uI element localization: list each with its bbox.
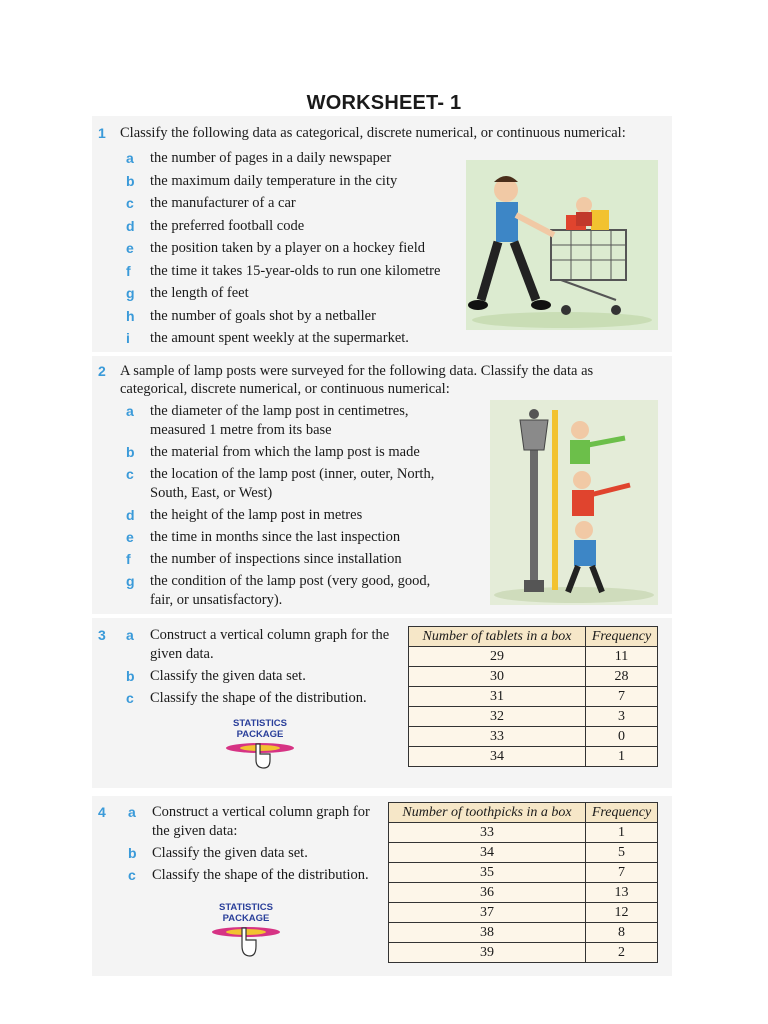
- item-text: the maximum daily temperature in the city: [150, 172, 398, 189]
- list-item: [126, 465, 466, 503]
- item-text: Classify the given data set.: [150, 668, 306, 684]
- frequency-cell: 1: [586, 747, 658, 767]
- item-letter: f: [126, 262, 131, 279]
- item-letter: b: [126, 668, 135, 684]
- pointing-hand-icon: [206, 924, 286, 958]
- list-item: [126, 506, 466, 525]
- column-header: Number of toothpicks in a box: [389, 803, 586, 823]
- item-text: the amount spent weekly at the supermarket.: [150, 330, 409, 346]
- item-letter: b: [126, 172, 135, 189]
- question-number: 1: [98, 125, 106, 141]
- table-row: [409, 667, 658, 687]
- item-text: the length of feet: [150, 285, 249, 301]
- item-text: the condition of the lamp post (very good, good,: [150, 573, 431, 589]
- frequency-cell: 0: [586, 727, 658, 747]
- item-letter: g: [126, 285, 135, 301]
- list-item: [126, 528, 466, 547]
- lamp-post-illustration: [490, 400, 658, 605]
- question-text: Classify the following data as categorical, discrete numerical, or continuous numerical:: [120, 125, 626, 141]
- toothpicks-frequency-table: [388, 802, 658, 963]
- list-item: [126, 443, 466, 462]
- value-cell: 38: [389, 923, 586, 943]
- item-text: the given data:: [152, 823, 238, 839]
- item-letter: d: [126, 217, 135, 234]
- item-letter: c: [126, 690, 134, 706]
- item-letter: i: [126, 330, 130, 346]
- list-item: [126, 262, 466, 281]
- item-letter: a: [126, 403, 134, 419]
- table-row: [409, 727, 658, 747]
- value-cell: 29: [409, 647, 586, 667]
- frequency-cell: 8: [586, 923, 658, 943]
- frequency-cell: 7: [586, 687, 658, 707]
- table-row: [389, 883, 658, 903]
- item-text: the number of goals shot by a netballer: [150, 307, 376, 324]
- value-cell: 31: [409, 687, 586, 707]
- item-letter: a: [128, 804, 136, 820]
- item-text: Construct a vertical column graph for the: [150, 627, 390, 643]
- list-item: [126, 550, 466, 569]
- item-letter: f: [126, 551, 131, 567]
- question-number: 2: [98, 363, 106, 379]
- frequency-cell: 3: [586, 707, 658, 727]
- table-row: [409, 707, 658, 727]
- table-row: [389, 863, 658, 883]
- lamp-post-climbers-icon: [490, 400, 658, 605]
- item-text: Classify the shape of the distribution.: [150, 690, 367, 706]
- statistics-package-button[interactable]: [206, 902, 286, 961]
- frequency-cell: 2: [586, 943, 658, 963]
- statistics-label: STATISTICS: [218, 902, 273, 913]
- frequency-cell: 7: [586, 863, 658, 883]
- frequency-cell: 1: [586, 823, 658, 843]
- column-header: Frequency: [586, 803, 658, 823]
- table-row: [389, 923, 658, 943]
- column-header: Number of tablets in a box: [409, 627, 586, 647]
- item-letter: c: [126, 195, 134, 211]
- question-text: A sample of lamp posts were surveyed for the following data. Classify the data as: [120, 363, 594, 379]
- item-letter: a: [126, 627, 134, 643]
- list-item: [126, 329, 466, 348]
- table-header-row: [389, 803, 658, 823]
- value-cell: 32: [409, 707, 586, 727]
- value-cell: 33: [389, 823, 586, 843]
- item-text: the material from which the lamp post is made: [150, 444, 420, 460]
- table-row: [409, 687, 658, 707]
- item-letter: b: [128, 845, 137, 861]
- man-pushing-trolley-icon: [466, 160, 658, 330]
- item-letter: a: [126, 150, 134, 166]
- table-row: [389, 823, 658, 843]
- tablets-frequency-table: [408, 626, 658, 767]
- value-cell: 36: [389, 883, 586, 903]
- item-text: the preferred football code: [150, 217, 305, 234]
- frequency-cell: 11: [586, 647, 658, 667]
- value-cell: 39: [389, 943, 586, 963]
- pointing-hand-icon: [220, 740, 300, 770]
- item-text: Classify the shape of the distribution.: [152, 867, 369, 883]
- item-text: the number of inspections since installation: [150, 551, 402, 567]
- item-text: the diameter of the lamp post in centimetres,: [150, 403, 409, 419]
- item-text: given data.: [150, 646, 214, 662]
- item-letter: d: [126, 507, 135, 523]
- frequency-cell: 5: [586, 843, 658, 863]
- list-item: [126, 402, 466, 440]
- frequency-cell: 13: [586, 883, 658, 903]
- list-item: [126, 284, 466, 303]
- frequency-cell: 12: [586, 903, 658, 923]
- item-letter: e: [126, 529, 134, 545]
- value-cell: 34: [389, 843, 586, 863]
- value-cell: 35: [389, 863, 586, 883]
- value-cell: 34: [409, 747, 586, 767]
- item-text: the manufacturer of a car: [150, 195, 296, 211]
- item-letter: h: [126, 307, 135, 324]
- frequency-cell: 28: [586, 667, 658, 687]
- table-row: [409, 747, 658, 767]
- table-header-row: [409, 627, 658, 647]
- question-number: 3: [98, 627, 106, 643]
- item-text: measured 1 metre from its base: [150, 422, 332, 438]
- list-item: [126, 217, 466, 236]
- item-letter: e: [126, 240, 134, 256]
- item-text: the time it takes 15-year-olds to run one kilometre: [150, 262, 441, 279]
- item-text: the time in months since the last inspection: [150, 529, 401, 545]
- statistics-package-button[interactable]: [220, 718, 300, 773]
- item-text: Construct a vertical column graph for: [152, 804, 370, 820]
- item-letter: b: [126, 444, 135, 460]
- page-title: WORKSHEET- 1: [306, 92, 462, 114]
- item-text: the location of the lamp post (inner, outer, North,: [150, 466, 435, 482]
- item-text: fair, or unsatisfactory).: [150, 592, 283, 608]
- item-text: the position taken by a player on a hockey field: [150, 240, 426, 256]
- item-text: the number of pages in a daily newspaper: [150, 150, 392, 166]
- value-cell: 30: [409, 667, 586, 687]
- value-cell: 33: [409, 727, 586, 747]
- table-row: [389, 903, 658, 923]
- package-label: PACKAGE: [222, 913, 270, 924]
- package-label: PACKAGE: [236, 729, 284, 740]
- list-item: [126, 307, 466, 326]
- shopping-trolley-illustration: [466, 160, 658, 330]
- item-text: Classify the given data set.: [152, 845, 308, 861]
- table-row: [389, 843, 658, 863]
- item-letter: c: [126, 466, 134, 482]
- column-header: Frequency: [586, 627, 658, 647]
- list-item: [126, 194, 466, 213]
- item-letter: c: [128, 867, 136, 883]
- list-item: [126, 572, 466, 610]
- list-item: [126, 239, 466, 258]
- item-text: the height of the lamp post in metres: [150, 507, 363, 523]
- item-text: South, East, or West): [150, 485, 273, 501]
- table-row: [389, 943, 658, 963]
- question-text: categorical, discrete numerical, or continuous numerical:: [120, 381, 450, 397]
- statistics-label: STATISTICS: [232, 718, 287, 729]
- question-number: 4: [98, 804, 106, 820]
- list-item: [126, 149, 466, 168]
- list-item: [126, 172, 466, 191]
- table-row: [409, 647, 658, 667]
- item-letter: g: [126, 573, 135, 589]
- value-cell: 37: [389, 903, 586, 923]
